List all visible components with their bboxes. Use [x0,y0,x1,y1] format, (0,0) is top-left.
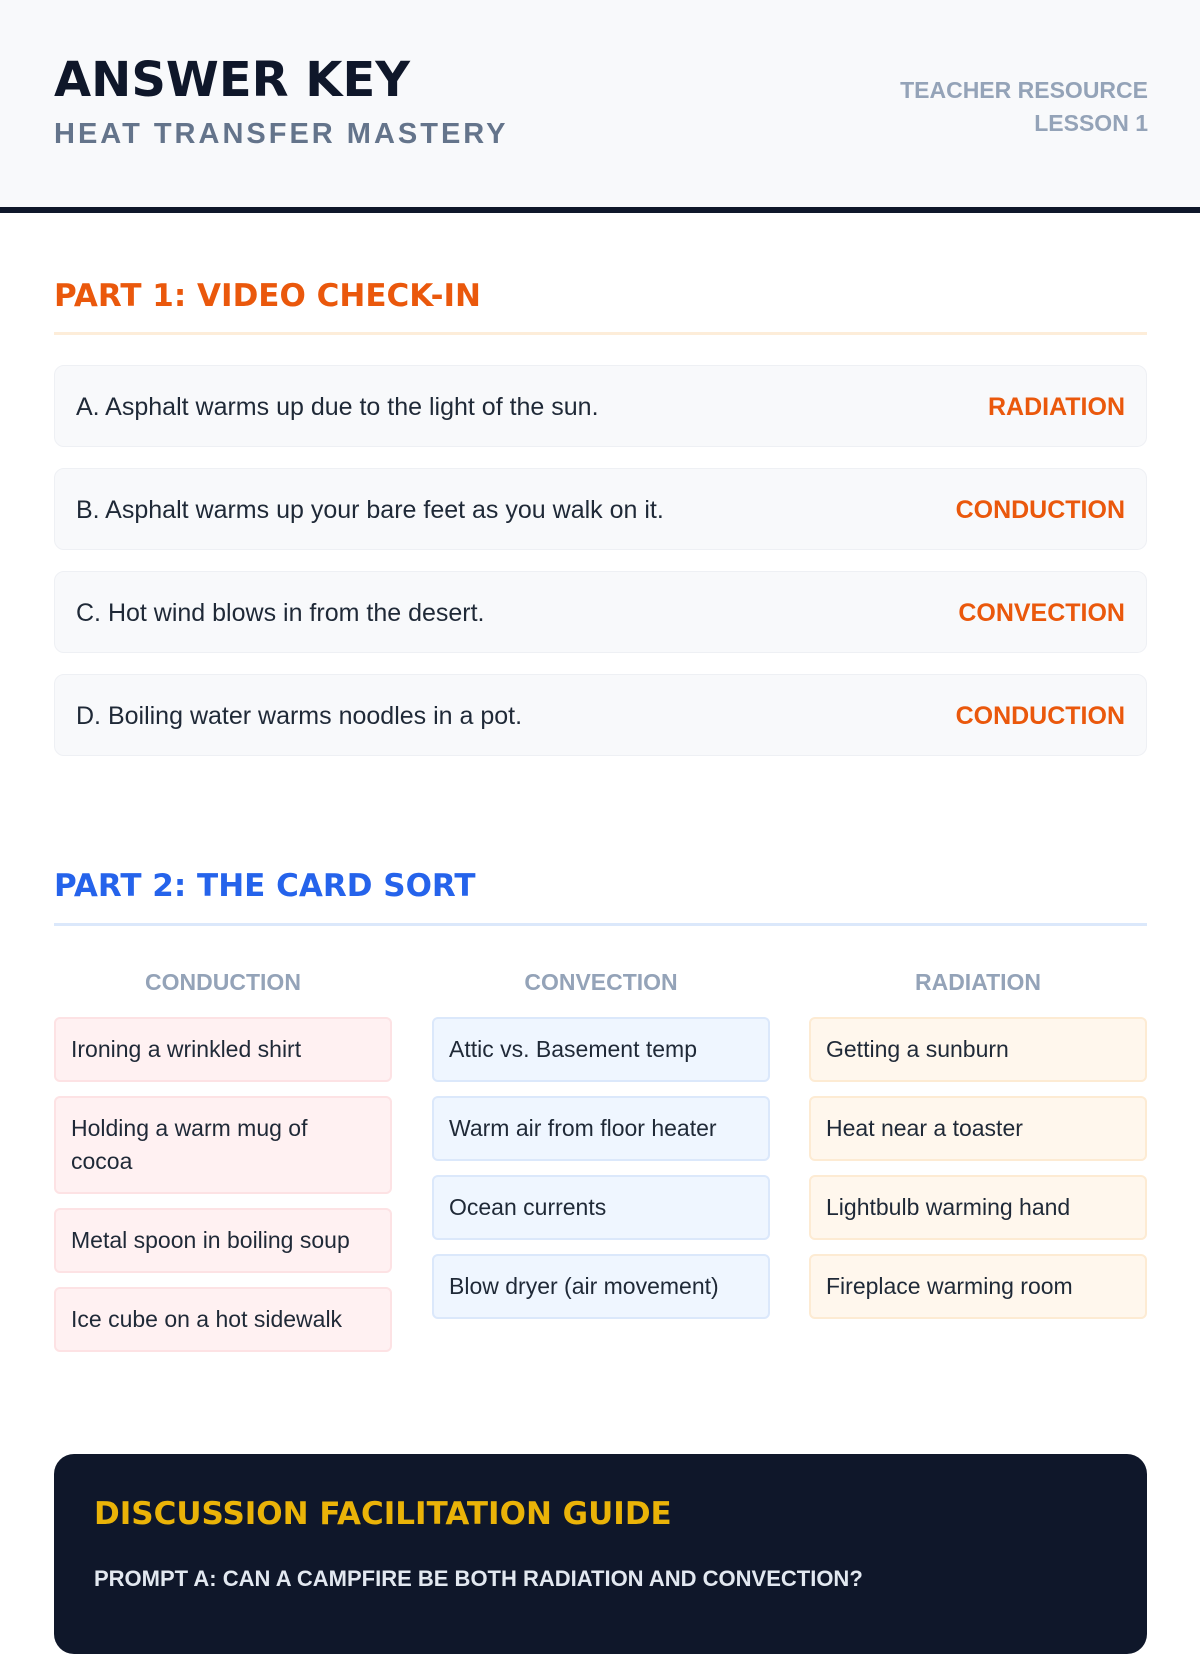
question-text: B. Asphalt warms up your bare feet as you walk on it. [76,496,664,524]
column-heading: CONVECTION [524,969,678,995]
question-row-b [54,468,1147,550]
question-text: A. Asphalt warms up due to the light of the sun. [76,393,599,421]
sort-card: Blow dryer (air movement) [432,1254,770,1319]
question-row-a [54,365,1147,447]
lesson-label: LESSON 1 [1034,110,1148,136]
question-text: C. Hot wind blows in from the desert. [76,599,485,627]
question-answer: CONDUCTION [955,702,1125,730]
column-heading: CONDUCTION [145,969,301,995]
question-answer: RADIATION [987,393,1125,421]
discussion-guide [54,1454,1147,1654]
sort-card: Ice cube on a hot sidewalk [54,1287,392,1352]
card-column-conduction [54,965,392,1366]
sort-card: Lightbulb warming hand [809,1175,1147,1240]
guide-title: DISCUSSION FACILITATION GUIDE [94,1496,672,1532]
sort-card: Metal spoon in boiling soup [54,1208,392,1273]
column-heading: RADIATION [914,969,1042,995]
page-title: ANSWER KEY [54,52,411,108]
card-column-convection [432,965,770,1333]
question-answer: CONDUCTION [955,496,1125,524]
question-answer: CONVECTION [958,599,1125,627]
part2-title: PART 2: THE CARD SORT [54,868,476,904]
sort-card: Holding a warm mug of cocoa [54,1096,392,1194]
sort-card: Getting a sunburn [809,1017,1147,1082]
sort-card: Ocean currents [432,1175,770,1240]
resource-label: TEACHER RESOURCE [900,77,1148,103]
page-subtitle: HEAT TRANSFER MASTERY [54,118,509,150]
resource-meta [900,74,1148,140]
sort-card: Heat near a toaster [809,1096,1147,1161]
sort-card: Attic vs. Basement temp [432,1017,770,1082]
question-text: D. Boiling water warms noodles in a pot. [76,702,523,730]
part2-divider [54,923,1147,926]
page-header [0,0,1200,213]
part1-title: PART 1: VIDEO CHECK-IN [54,278,481,314]
sort-card: Warm air from floor heater [432,1096,770,1161]
question-row-d [54,674,1147,756]
question-row-c [54,571,1147,653]
part1-divider [54,332,1147,335]
guide-prompt-a: PROMPT A: CAN A CAMPFIRE BE BOTH RADIATION AND CONVECTION? [94,1566,863,1591]
sort-card: Ironing a wrinkled shirt [54,1017,392,1082]
card-column-radiation [809,965,1147,1333]
sort-card: Fireplace warming room [809,1254,1147,1319]
